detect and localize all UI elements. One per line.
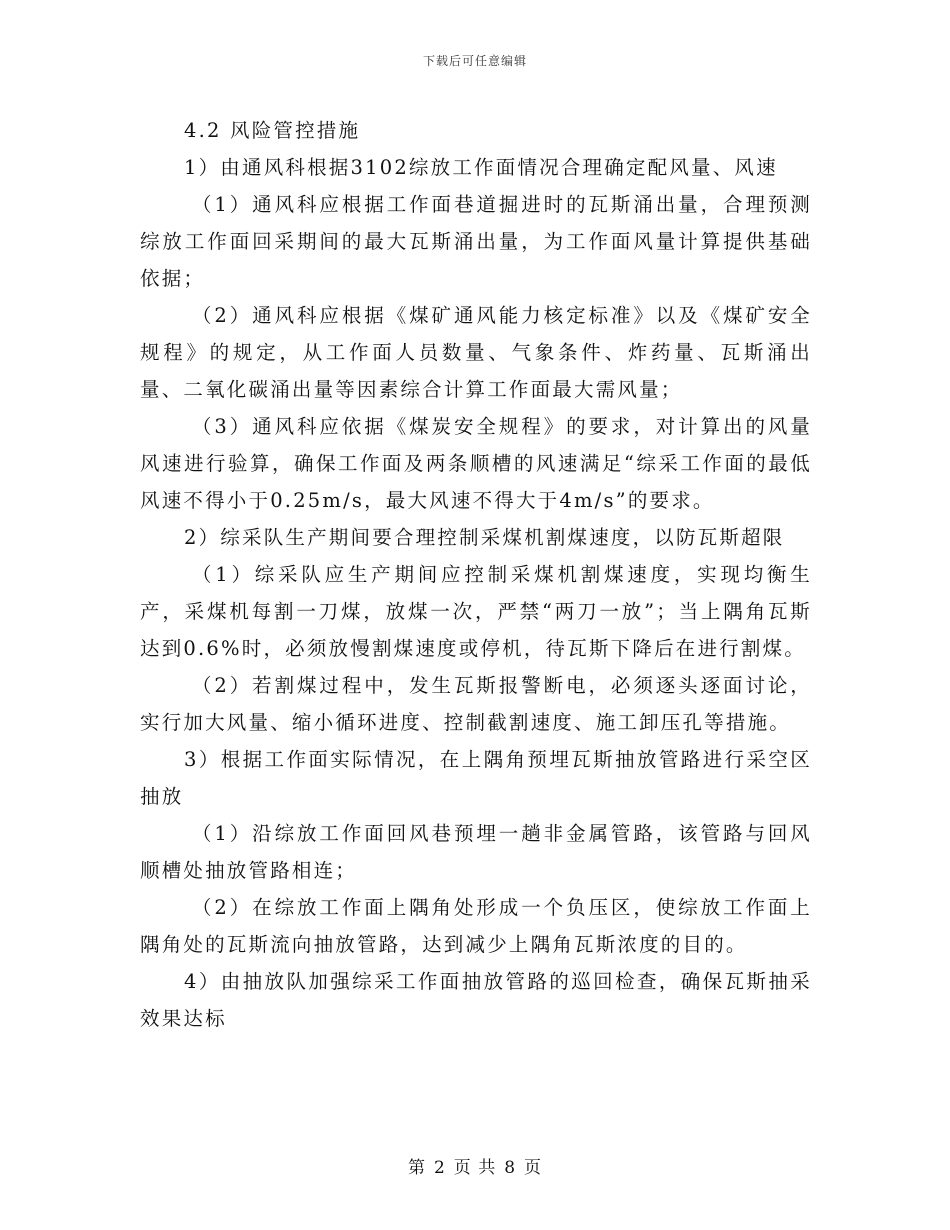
paragraph-4: （3）通风科应依据《煤炭安全规程》的要求，对计算出的风量风速进行验算，确保工作面及两条顺槽的风速满足“综采工作面的最低风速不得小于0.25m/s，最大风速不得大于4m/s”的要求。 xyxy=(140,415,812,512)
paragraph-3: （2）通风科应根据《煤矿通风能力核定标准》以及《煤矿安全规程》的规定，从工作面人员数量、气象条件、炸药量、瓦斯涌出量、二氧化碳涌出量等因素综合计算工作面最大需风量； xyxy=(140,304,812,401)
paragraph-5: 2）综采队生产期间要合理控制采煤机割煤速度，以防瓦斯超限 xyxy=(184,526,785,549)
paragraph-1: 1）由通风科根据3102综放工作面情况合理确定配风量、风速 xyxy=(184,156,778,179)
page-label-prefix: 第 xyxy=(407,1158,426,1178)
page-header: 下载后可任意编辑 xyxy=(422,54,527,68)
paragraph-10: （2）在综放工作面上隅角处形成一个负压区，使综放工作面上隅角处的瓦斯流向抽放管路，达到减少上隅角瓦斯浓度的目的。 xyxy=(140,896,812,956)
paragraph-11: 4）由抽放队加强综采工作面抽放管路的巡回检查，确保瓦斯抽采效果达标 xyxy=(140,970,812,1030)
paragraph-9: （1）沿综放工作面回风巷预埋一趟非金属管路，该管路与回风顺槽处抽放管路相连； xyxy=(140,822,812,882)
current-page-number: 2 xyxy=(433,1158,446,1178)
paragraph-2: （1）通风科应根据工作面巷道掘进时的瓦斯涌出量，合理预测综放工作面回采期间的最大瓦斯涌出量，为工作面风量计算提供基础依据； xyxy=(140,193,812,290)
paragraph-8: 3）根据工作面实际情况，在上隅角预埋瓦斯抽放管路进行采空区抽放 xyxy=(140,748,812,808)
page-label-suffix: 页 xyxy=(524,1158,543,1178)
page-footer xyxy=(0,1153,950,1178)
section-title: 4.2 风险管控措施 xyxy=(184,119,361,142)
total-pages-number: 8 xyxy=(504,1158,517,1178)
page-label-mid: 页 共 xyxy=(453,1158,497,1178)
document-body xyxy=(140,112,812,1037)
paragraph-6: （1）综采队应生产期间应控制采煤机割煤速度，实现均衡生产，采煤机每割一刀煤，放煤一次，严禁“两刀一放”；当上隅角瓦斯达到0.6%时，必须放慢割煤速度或停机，待瓦斯下降后在进行割煤。 xyxy=(140,563,812,660)
paragraph-7: （2）若割煤过程中，发生瓦斯报警断电，必须逐头逐面讨论，实行加大风量、缩小循环进度、控制截割速度、施工卸压孔等措施。 xyxy=(140,674,812,734)
